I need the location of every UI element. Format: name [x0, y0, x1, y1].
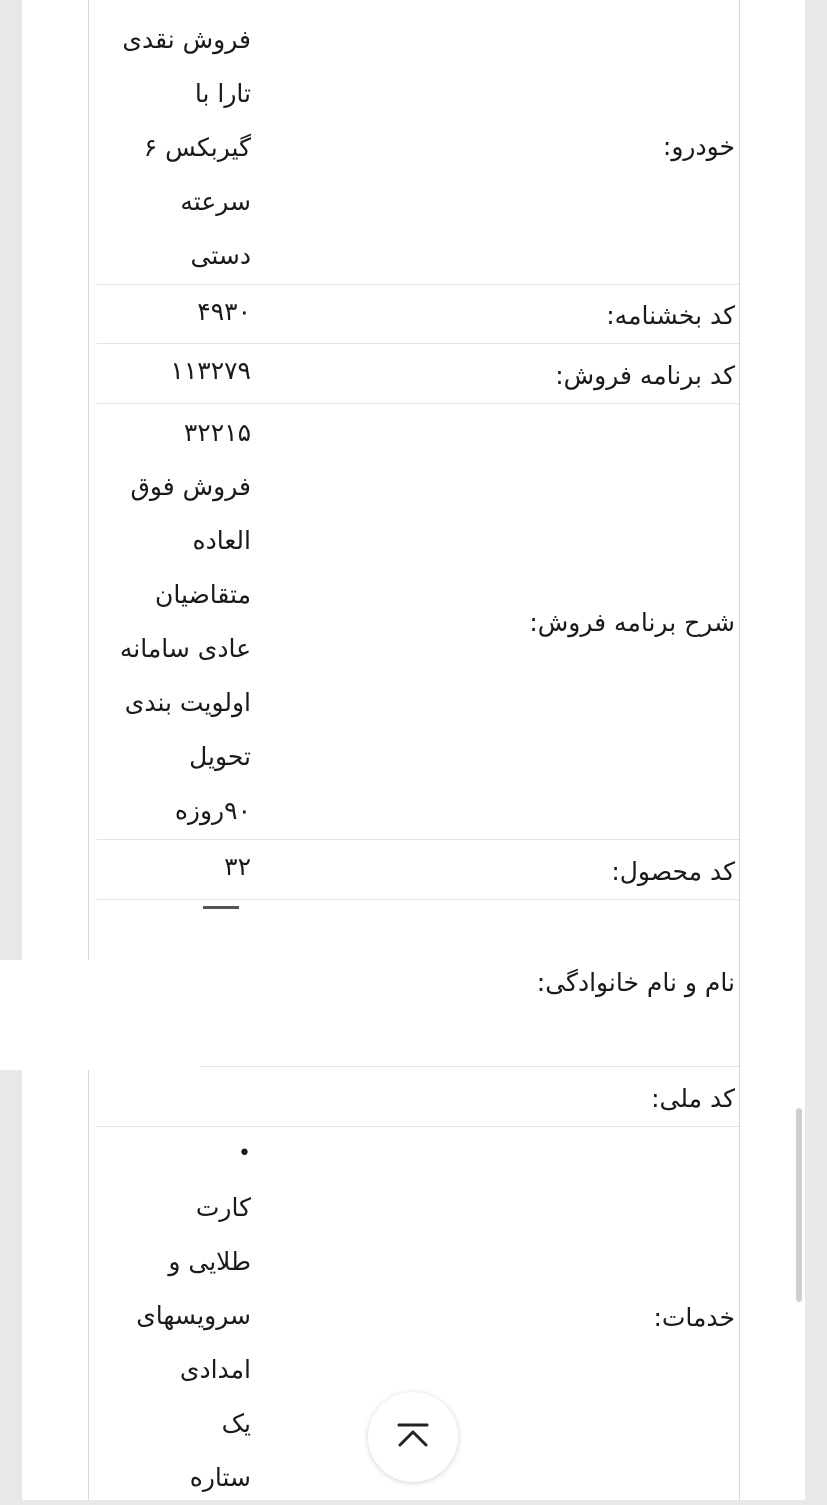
sales-program-desc-line: العاده — [192, 526, 251, 555]
car-value-line: دستی — [190, 241, 251, 270]
page-background — [22, 0, 805, 1500]
sales-program-desc-line: ۹۰روزه — [174, 796, 251, 825]
product-code-text: ۳۲ — [224, 852, 251, 881]
sales-program-desc-line: اولویت بندی — [124, 688, 251, 717]
page-scrollbar[interactable] — [796, 1108, 802, 1302]
sales-program-code-text: ۱۱۳۲۷۹ — [170, 356, 251, 385]
row-sales-program-desc — [97, 404, 739, 840]
circular-code-text: ۴۹۳۰ — [197, 297, 251, 326]
redaction-patch — [0, 960, 200, 1070]
sales-program-desc-line: عادی سامانه — [119, 634, 251, 663]
sales-program-desc-line: فروش فوق — [130, 472, 251, 501]
scroll-to-top-button[interactable] — [368, 1392, 458, 1482]
sales-program-desc-label: شرح برنامه فروش: — [529, 608, 735, 637]
car-value — [101, 13, 251, 283]
product-code-value — [101, 840, 251, 894]
row-product-code — [97, 840, 739, 900]
row-car — [97, 0, 739, 285]
row-sales-program-code — [97, 344, 739, 404]
circular-code-value — [101, 285, 251, 339]
car-value-line: سرعته — [180, 187, 251, 216]
services-line: یک — [221, 1409, 251, 1438]
car-value-line: گیربکس ۶ — [143, 133, 251, 162]
row-national-code — [97, 1067, 739, 1127]
services-line: امدادی — [179, 1355, 251, 1384]
chevron-up-icon — [396, 1421, 430, 1453]
sales-program-desc-line: تحویل — [189, 742, 251, 771]
sales-program-code-value — [101, 344, 251, 398]
services-line: سرویسهای — [136, 1301, 251, 1330]
redaction-stroke — [203, 906, 239, 909]
car-label: خودرو: — [662, 132, 735, 161]
national-code-label: کد ملی: — [651, 1084, 735, 1113]
services-line: ستاره — [189, 1463, 251, 1492]
row-circular-code — [97, 285, 739, 344]
sales-program-desc-value — [101, 406, 251, 838]
car-value-line: فروش نقدی — [122, 25, 251, 54]
full-name-label: نام و نام خانوادگی: — [536, 968, 735, 997]
sales-program-desc-line: متقاضیان — [155, 580, 251, 609]
sales-program-code-label: کد برنامه فروش: — [555, 361, 735, 390]
sales-program-desc-line: ۳۲۲۱۵ — [183, 418, 251, 447]
services-label: خدمات: — [653, 1303, 735, 1332]
services-bullet: • — [238, 1141, 251, 1166]
order-details-panel — [88, 0, 740, 1500]
services-line: طلایی و — [168, 1247, 251, 1276]
product-code-label: کد محصول: — [611, 857, 735, 886]
services-value — [101, 1127, 251, 1505]
car-value-line: تارا با — [194, 79, 251, 108]
circular-code-label: کد بخشنامه: — [606, 301, 735, 330]
services-line: کارت — [195, 1193, 251, 1222]
